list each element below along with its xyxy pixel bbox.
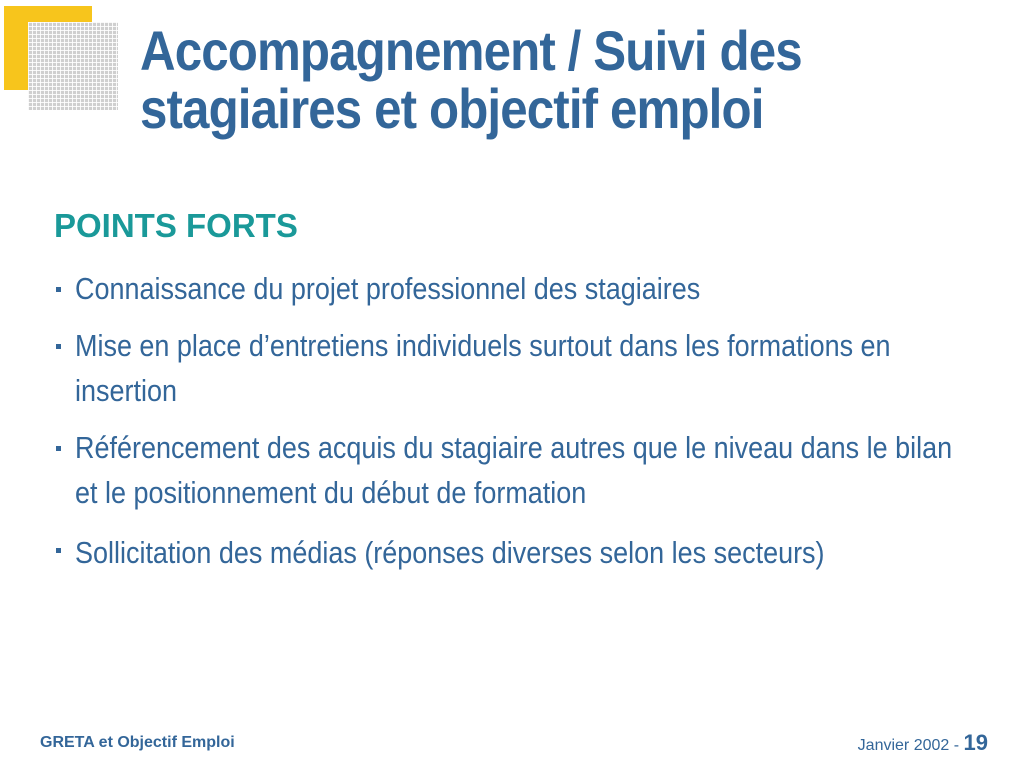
footer-date-page xyxy=(858,730,988,756)
slide-title xyxy=(140,19,1000,140)
bullet-text: Référencement des acquis du stagiaire autres que le niveau dans le bilan et le positionnement du début de formation xyxy=(75,430,953,510)
bullet-text: Sollicitation des médias (réponses diverses selon les secteurs) xyxy=(75,535,825,570)
bullet-list xyxy=(54,266,984,591)
footer-date: Janvier 2002 - xyxy=(857,737,960,754)
slide-title-line-1: Accompagnement / Suivi des xyxy=(140,19,802,82)
bullet-text: Connaissance du projet professionnel des stagiaires xyxy=(75,271,701,306)
bullet-item xyxy=(54,266,984,311)
decorative-grid-square xyxy=(28,22,118,110)
bullet-item xyxy=(54,527,984,579)
bullet-text: Mise en place d’entretiens individuels surtout dans les formations en insertion xyxy=(75,328,891,408)
footer-left-label: GRETA et Objectif Emploi xyxy=(40,734,235,751)
bullet-marker xyxy=(56,548,61,553)
section-heading: POINTS FORTS xyxy=(54,207,298,244)
bullet-item xyxy=(54,323,984,413)
page-number: 19 xyxy=(963,730,988,755)
bullet-marker xyxy=(56,446,61,451)
bullet-item xyxy=(54,425,984,515)
bullet-marker xyxy=(56,344,61,349)
slide-title-line-2: stagiaires et objectif emploi xyxy=(140,77,764,140)
bullet-marker xyxy=(56,287,61,292)
